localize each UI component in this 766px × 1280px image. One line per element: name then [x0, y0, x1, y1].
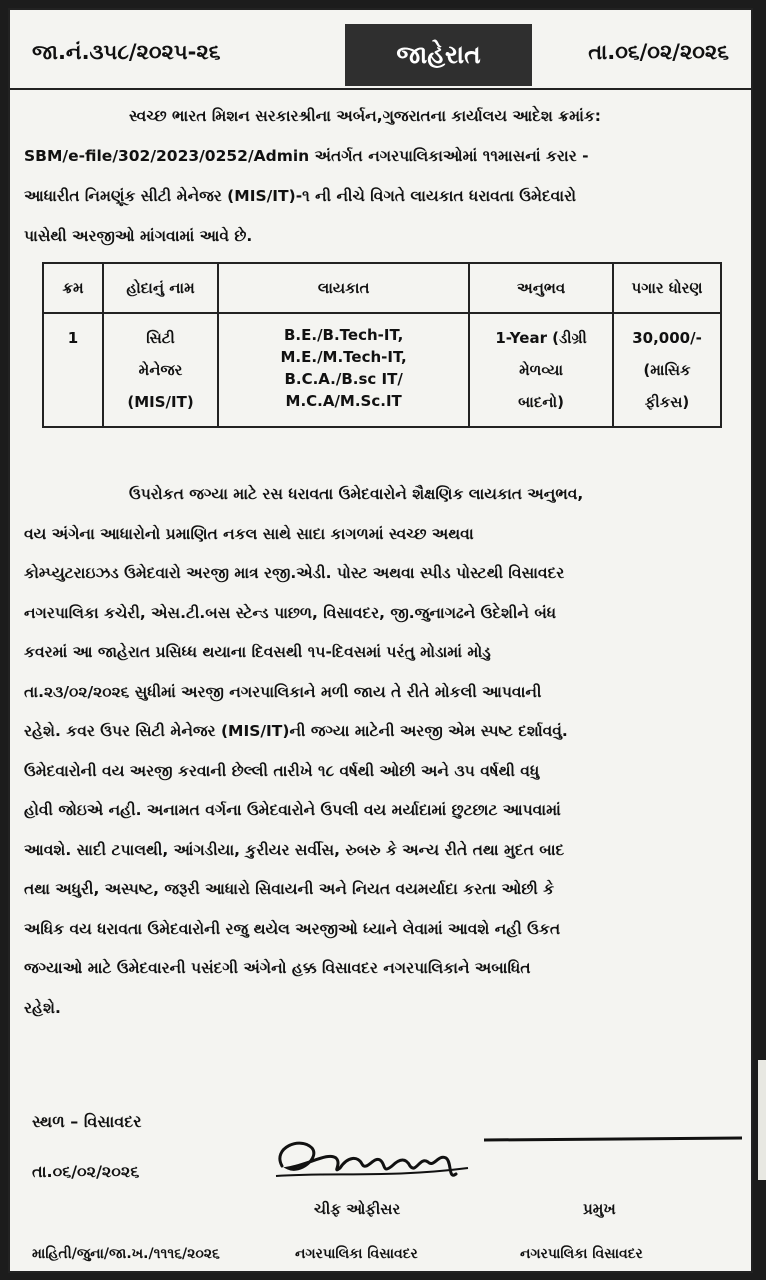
header-qualification: લાયકાત [218, 263, 469, 313]
info-reference: માહિતી/જુના/જા.ખ./૧૧૧૬/૨૦૨૬ [32, 1246, 220, 1262]
body-line: વય અંગેના આધારોનો પ્રમાણિત નકલ સાથે સાદા કાગળમાં સ્વચ્છ અથવા [24, 524, 474, 543]
body-line: તા.૨૩/૦૨/૨૦૨૬ સુધીમાં અરજી નગરપાલિકાને મળી જાય તે રીતે મોકલી આપવાની [24, 682, 542, 701]
post-line: મેનેજર [138, 361, 183, 379]
organization-name: નગરપાલિકા વિસાવદર [520, 1246, 643, 1262]
qualification-line: M.E./M.Tech-IT, [280, 348, 407, 366]
body-line: જગ્યાઓ માટે ઉમેદવારની પસંદગી અંગેનો હક્ક વિસાવદર નગરપાલિકાને અબાધિત [24, 959, 531, 977]
intro-line: પાસેથી અરજીઓ માંગવામાં આવે છે. [24, 227, 253, 245]
post-line: (MIS/IT) [127, 393, 194, 411]
qualification-line: B.E./B.Tech-IT, [284, 326, 404, 344]
body-line: અધિક વય ધરાવતા ઉમેદવારોની રજુ થયેલ અરજીઓ ધ્યાને લેવામાં આવશે નહી ઉકત [24, 919, 561, 938]
pay-line: ફીકસ) [644, 393, 690, 411]
president-signature [478, 1130, 748, 1178]
body-line: ઉમેદવારોની વય અરજી કરવાની છેલ્લી તારીખે ૧૮ વર્ષથી ઓછી અને ૩૫ વર્ષથી વધુ [24, 761, 540, 780]
header-pay: પગાર ધોરણ [613, 263, 721, 313]
body-line: રહેશે. [24, 998, 61, 1017]
organization-name: નગરપાલિકા વિસાવદર [295, 1246, 418, 1262]
cell-post [103, 313, 218, 427]
body-line: કોમ્પ્યુટરાઇઝડ ઉમેદવારો અરજી માત્ર રજી.એડી. પોસ્ટ અથવા સ્પીડ પોસ્ટથી વિસાવદર [24, 564, 565, 582]
reference-number: જા.નં.૩૫૮/૨૦૨૫-૨૬ [32, 40, 221, 64]
qualification-line: M.C.A/M.Sc.IT [285, 392, 402, 410]
experience-line: બાદનો) [518, 393, 565, 411]
body-line: કવરમાં આ જાહેરાત પ્રસિધ્ધ થયાના દિવસથી ૧૫-દિવસમાં પરંતુ મોડામાં મોડુ [24, 643, 491, 661]
body-line: નગરપાલિકા કચેરી, એસ.ટી.બસ સ્ટેન્ડ પાછળ, વિસાવદર, જી.જુનાગઢને ઉદેશીને બંધ [24, 603, 557, 622]
header-sr: ક્રમ [43, 263, 103, 313]
body-line: હોવી જોઇએ નહી. અનામત વર્ગના ઉમેદવારોને ઉપલી વય મર્યાદામાં છુટછાટ આપવામાં [24, 801, 561, 819]
cell-sr: 1 [43, 313, 103, 427]
experience-line: મેળવ્યા [519, 361, 564, 379]
body-line: આવશે. સાદી ટપાલથી, આંગડીયા, કુરીયર સર્વીસ, રુબરુ કે અન્ય રીતે તથા મુદત બાદ [24, 840, 565, 859]
body-line: તથા અધુરી, અસ્પષ્ટ, જરૂરી આધારો સિવાયની અને નિયત વયમર્યાદા કરતા ઓછી કે [24, 880, 555, 898]
intro-line: સ્વચ્છ ભારત મિશન સરકારશ્રીના અર્બન,ગુજરાતના કાર્યાલય આદેશ ક્રમાંક: [129, 107, 602, 125]
table-row [43, 313, 721, 427]
signature-date: તા.૦૬/૦૨/૨૦૨૬ [32, 1162, 140, 1181]
notice-date: તા.૦૬/૦૨/૨૦૨૬ [588, 40, 729, 64]
page-edge [758, 1060, 766, 1180]
president-signature-stroke [478, 1130, 748, 1178]
chief-officer-signature [270, 1128, 475, 1188]
vacancy-table [42, 262, 722, 428]
body-line: રહેશે. કવર ઉપર સિટી મેનેજર (MIS/IT)ની જગ્યા માટેની અરજી એમ સ્પષ્ટ દર્શાવવું. [24, 722, 568, 740]
cell-experience [469, 313, 613, 427]
intro-line: SBM/e-file/302/2023/0252/Admin અંતર્ગત નગરપાલિકાઓમાં ૧૧માસનાં કરાર - [24, 147, 589, 165]
chief-officer-label: ચીફ ઓફીસર [314, 1200, 401, 1218]
header-post: હોદાનું નામ [103, 263, 218, 313]
notice-paper [8, 8, 753, 1273]
body-paragraph [24, 475, 746, 1028]
experience-line: 1-Year (ડીગ્રી [495, 329, 587, 347]
intro-line: આધારીત નિમણૂંક સીટી મેનેજર (MIS/IT)-૧ ની નીચે વિગતે લાયકાત ધરાવતા ઉમેદવારો [24, 187, 576, 205]
pay-line: 30,000/- [632, 329, 702, 347]
pay-line: (માસિક [643, 361, 691, 379]
place-text: સ્થળ – વિસાવદર [32, 1112, 142, 1131]
intro-paragraph [24, 96, 744, 256]
table-header-row [43, 263, 721, 313]
notice-title: જાહેરાત [345, 24, 532, 86]
president-label: પ્રમુખ [583, 1200, 616, 1218]
cell-qualification [218, 313, 469, 427]
cell-pay [613, 313, 721, 427]
post-line: સિટી [146, 329, 175, 347]
notice-header [10, 10, 751, 90]
header-experience: અનુભવ [469, 263, 613, 313]
qualification-line: B.C.A./B.sc IT/ [284, 370, 403, 388]
body-line: ઉપરોકત જગ્યા માટે રસ ધરાવતા ઉમેદવારોને શૈક્ષણિક લાયકાત અનુભવ, [129, 485, 584, 503]
